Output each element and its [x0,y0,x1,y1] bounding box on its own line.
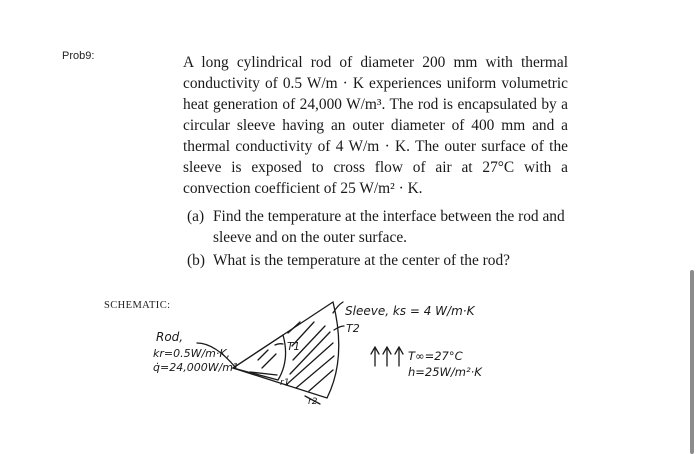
r1-label: r1 [280,378,290,388]
part-b-text: What is the temperature at the center of the rod? [213,252,510,269]
ambient-temperature: T∞=27°C [408,349,463,363]
part-a-label: (a) [187,208,205,225]
schematic-title: SCHEMATIC: [104,300,171,311]
scrollbar[interactable] [690,270,694,454]
convection-coefficient: h=25W/m²·K [408,365,482,379]
rod-heat-generation: q̇=24,000W/m³ [153,361,238,374]
part-b-label: (b) [187,252,205,269]
problem-text: A long cylindrical rod of diameter 200 mm with thermal conductivity of 0.5 W/m · K experiences uniform volumetric heat generation of 24,000 W/m³. The rod is encapsulated by a circular sleeve having an outer diameter of 400 mm and a thermal conductivity of 4 W/m · K. The outer surface of the sleeve is exposed to cross flow of air at 27°C with a convection coefficient of 25 W/m² · K. [183,54,568,197]
rod-label: Rod, [156,330,184,344]
part-a-text: Find the temperature at the interface between the rod and sleeve and on the outer surface. [213,208,565,246]
rod-conductivity: kr=0.5W/m·K, [153,347,231,360]
t1-label: T1 [287,341,301,353]
problem-number: Prob9: [62,50,95,62]
r2-label: r2 [308,397,318,407]
t2-label: T2 [346,322,360,335]
sleeve-label: Sleeve, ks = 4 W/m·K [345,304,475,318]
